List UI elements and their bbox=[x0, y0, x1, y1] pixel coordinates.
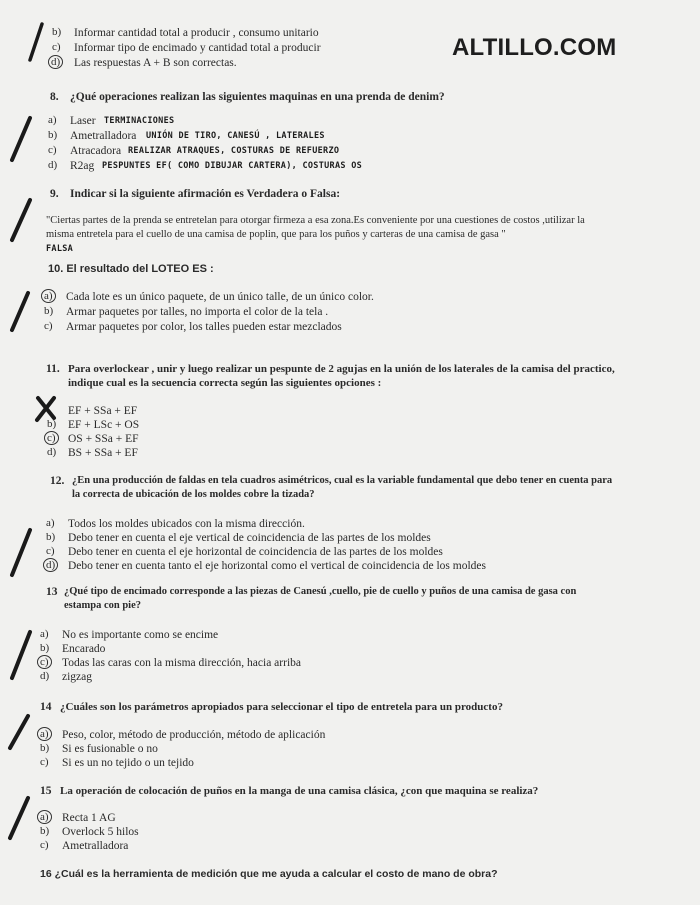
check-mark-q15 bbox=[10, 798, 28, 838]
q8-answer-a-handwritten: TERMINACIONES bbox=[104, 116, 175, 126]
check-mark-q12 bbox=[12, 530, 30, 575]
q15-option-c: Ametralladora bbox=[62, 840, 129, 852]
q8-question: ¿Qué operaciones realizan las siguientes maquinas en una prenda de denim? bbox=[70, 91, 445, 103]
q9-statement-line-1: "Ciertas partes de la prenda se entretelan para otorgar firmeza a esa zona.Es conveniente por una cuestiones de costos ,utilizar la bbox=[46, 215, 585, 226]
q14-option-c-letter: c) bbox=[40, 756, 49, 768]
q12-option-a: Todos los moldes ubicados con la misma dirección. bbox=[68, 518, 305, 530]
q14-question: ¿Cuáles son los parámetros apropiados para seleccionar el tipo de entretela para un producto? bbox=[60, 701, 503, 713]
q14-option-a: Peso, color, método de producción, método de aplicación bbox=[62, 729, 326, 741]
q11-question-line-1: Para overlockear , unir y luego realizar un pespunte de 2 agujas en la unión de los laterales de la camisa del practico, bbox=[68, 363, 615, 375]
q8-answer-c-handwritten: REALIZAR ATRAQUES, COSTURAS DE REFUERZO bbox=[128, 146, 340, 156]
q10-option-c: Armar paquetes por color, los talles pueden estar mezclados bbox=[66, 321, 342, 333]
q9-answer-handwritten: FALSA bbox=[46, 244, 74, 254]
q12-option-c-letter: c) bbox=[46, 545, 55, 557]
q11-option-b-letter: b) bbox=[47, 418, 57, 430]
q12-option-d: Debo tener en cuenta tanto el eje horizontal como el vertical de coincidencia de los moldes bbox=[68, 560, 486, 572]
q14-number: 14 bbox=[40, 701, 52, 713]
q12-option-b: Debo tener en cuenta el eje vertical de coincidencia de las partes de los moldes bbox=[68, 532, 431, 544]
q13-question-line-1: ¿Qué tipo de encimado corresponde a las piezas de Canesú ,cuello, pie de cuello y puños de una camisa de gasa con bbox=[64, 586, 577, 597]
check-mark-q13 bbox=[12, 632, 30, 678]
q10-option-b: Armar paquetes por talles, no importa el color de la tela . bbox=[66, 306, 329, 318]
q13-question-line-2: estampa con pie? bbox=[64, 600, 141, 611]
q10-option-a: Cada lote es un único paquete, de un único talle, de un único color. bbox=[66, 291, 374, 303]
q12-option-d-letter: d) bbox=[46, 559, 56, 571]
check-mark-q7 bbox=[30, 24, 42, 60]
q15-option-c-letter: c) bbox=[40, 839, 49, 851]
check-mark-q8 bbox=[12, 118, 30, 160]
q15-question: La operación de colocación de puños en la manga de una camisa clásica, ¿con que maquina se realiza? bbox=[60, 785, 539, 797]
q10-question: 10. El resultado del LOTEO ES : bbox=[48, 263, 214, 275]
check-mark-q14 bbox=[10, 716, 28, 748]
q13-option-d: zigzag bbox=[62, 671, 93, 683]
q8-answer-d-handwritten: PESPUNTES EF( COMO DIBUJAR CARTERA), COSTURAS OS bbox=[102, 161, 363, 171]
q8-number: 8. bbox=[50, 91, 59, 103]
q10-option-b-letter: b) bbox=[44, 305, 54, 317]
q14-option-b: Si es fusionable o no bbox=[62, 743, 158, 755]
q8-option-b-letter: b) bbox=[48, 129, 58, 141]
q7-option-d-letter: d) bbox=[51, 56, 61, 68]
q12-question-line-1: ¿En una producción de faldas en tela cuadros asimétricos, cual es la variable fundamental que debo tener en cuenta para bbox=[72, 475, 613, 486]
q13-option-b-letter: b) bbox=[40, 642, 50, 654]
cross-mark-q11a bbox=[37, 398, 54, 420]
q10-option-a-letter: a) bbox=[44, 290, 53, 302]
q8-answer-b-handwritten: UNIÓN DE TIRO, CANESÚ , LATERALES bbox=[146, 131, 325, 141]
q11-option-d: BS + SSa + EF bbox=[68, 447, 138, 459]
q8-option-a-letter: a) bbox=[48, 114, 57, 126]
q13-option-a-letter: a) bbox=[40, 628, 49, 640]
check-mark-q10 bbox=[12, 293, 28, 330]
q13-option-c: Todas las caras con la misma dirección, hacia arriba bbox=[62, 657, 301, 669]
q15-option-a: Recta 1 AG bbox=[62, 812, 116, 824]
q11-option-c-letter: c) bbox=[47, 432, 56, 444]
q7-option-d: Las respuestas A + B son correctas. bbox=[74, 57, 237, 69]
q13-number: 13 bbox=[46, 586, 58, 598]
site-logo: ALTILLO.COM bbox=[452, 34, 617, 61]
q9-question: Indicar si la siguiente afirmación es Verdadera o Falsa: bbox=[70, 188, 341, 200]
q14-option-b-letter: b) bbox=[40, 742, 50, 754]
q8-option-c-letter: c) bbox=[48, 144, 57, 156]
q12-option-c: Debo tener en cuenta el eje horizontal de coincidencia de las partes de los moldes bbox=[68, 546, 443, 558]
q8-option-c: Atracadora bbox=[70, 145, 122, 157]
q11-option-a: EF + SSa + EF bbox=[68, 405, 138, 417]
q15-option-b-letter: b) bbox=[40, 825, 50, 837]
q13-option-d-letter: d) bbox=[40, 670, 50, 682]
q14-option-a-letter: a) bbox=[40, 728, 49, 740]
q13-option-c-letter: c) bbox=[40, 656, 49, 668]
q8-option-a: Laser bbox=[70, 115, 96, 127]
q11-option-c: OS + SSa + EF bbox=[68, 433, 139, 445]
q12-option-b-letter: b) bbox=[46, 531, 56, 543]
q12-question-line-2: la correcta de ubicación de los moldes cobre la tizada? bbox=[72, 489, 315, 500]
q7-option-b: Informar cantidad total a producir , consumo unitario bbox=[74, 27, 319, 39]
q10-option-c-letter: c) bbox=[44, 320, 53, 332]
q7-option-c: Informar tipo de encimado y cantidad total a producir bbox=[74, 42, 321, 54]
q14-option-c: Si es un no tejido o un tejido bbox=[62, 757, 194, 769]
check-mark-q9 bbox=[12, 200, 30, 240]
q16-question: 16 ¿Cuál es la herramienta de medición que me ayuda a calcular el costo de mano de obra? bbox=[40, 868, 498, 880]
q13-option-b: Encarado bbox=[62, 643, 106, 655]
q8-option-d-letter: d) bbox=[48, 159, 58, 171]
q15-number: 15 bbox=[40, 785, 52, 797]
q13-option-a: No es importante como se encime bbox=[62, 629, 219, 641]
q11-question-line-2: indique cual es la secuencia correcta según las siguientes opciones : bbox=[68, 377, 382, 389]
q7-option-b-letter: b) bbox=[52, 26, 62, 38]
q11-option-d-letter: d) bbox=[47, 446, 57, 458]
q9-statement-line-2: misma entretela para el cuello de una camisa de poplin, que para los puños y carteras de una camisa de gasa " bbox=[46, 229, 506, 240]
q15-option-a-letter: a) bbox=[40, 811, 49, 823]
q9-number: 9. bbox=[50, 188, 59, 200]
q12-number: 12. bbox=[50, 475, 65, 487]
q8-option-b: Ametralladora bbox=[70, 130, 137, 142]
q11-option-b: EF + LSc + OS bbox=[68, 419, 140, 431]
q15-option-b: Overlock 5 hilos bbox=[62, 826, 139, 838]
q12-option-a-letter: a) bbox=[46, 517, 55, 529]
q8-option-d: R2ag bbox=[70, 160, 95, 172]
q11-number: 11. bbox=[46, 363, 60, 375]
q7-option-c-letter: c) bbox=[52, 41, 61, 53]
